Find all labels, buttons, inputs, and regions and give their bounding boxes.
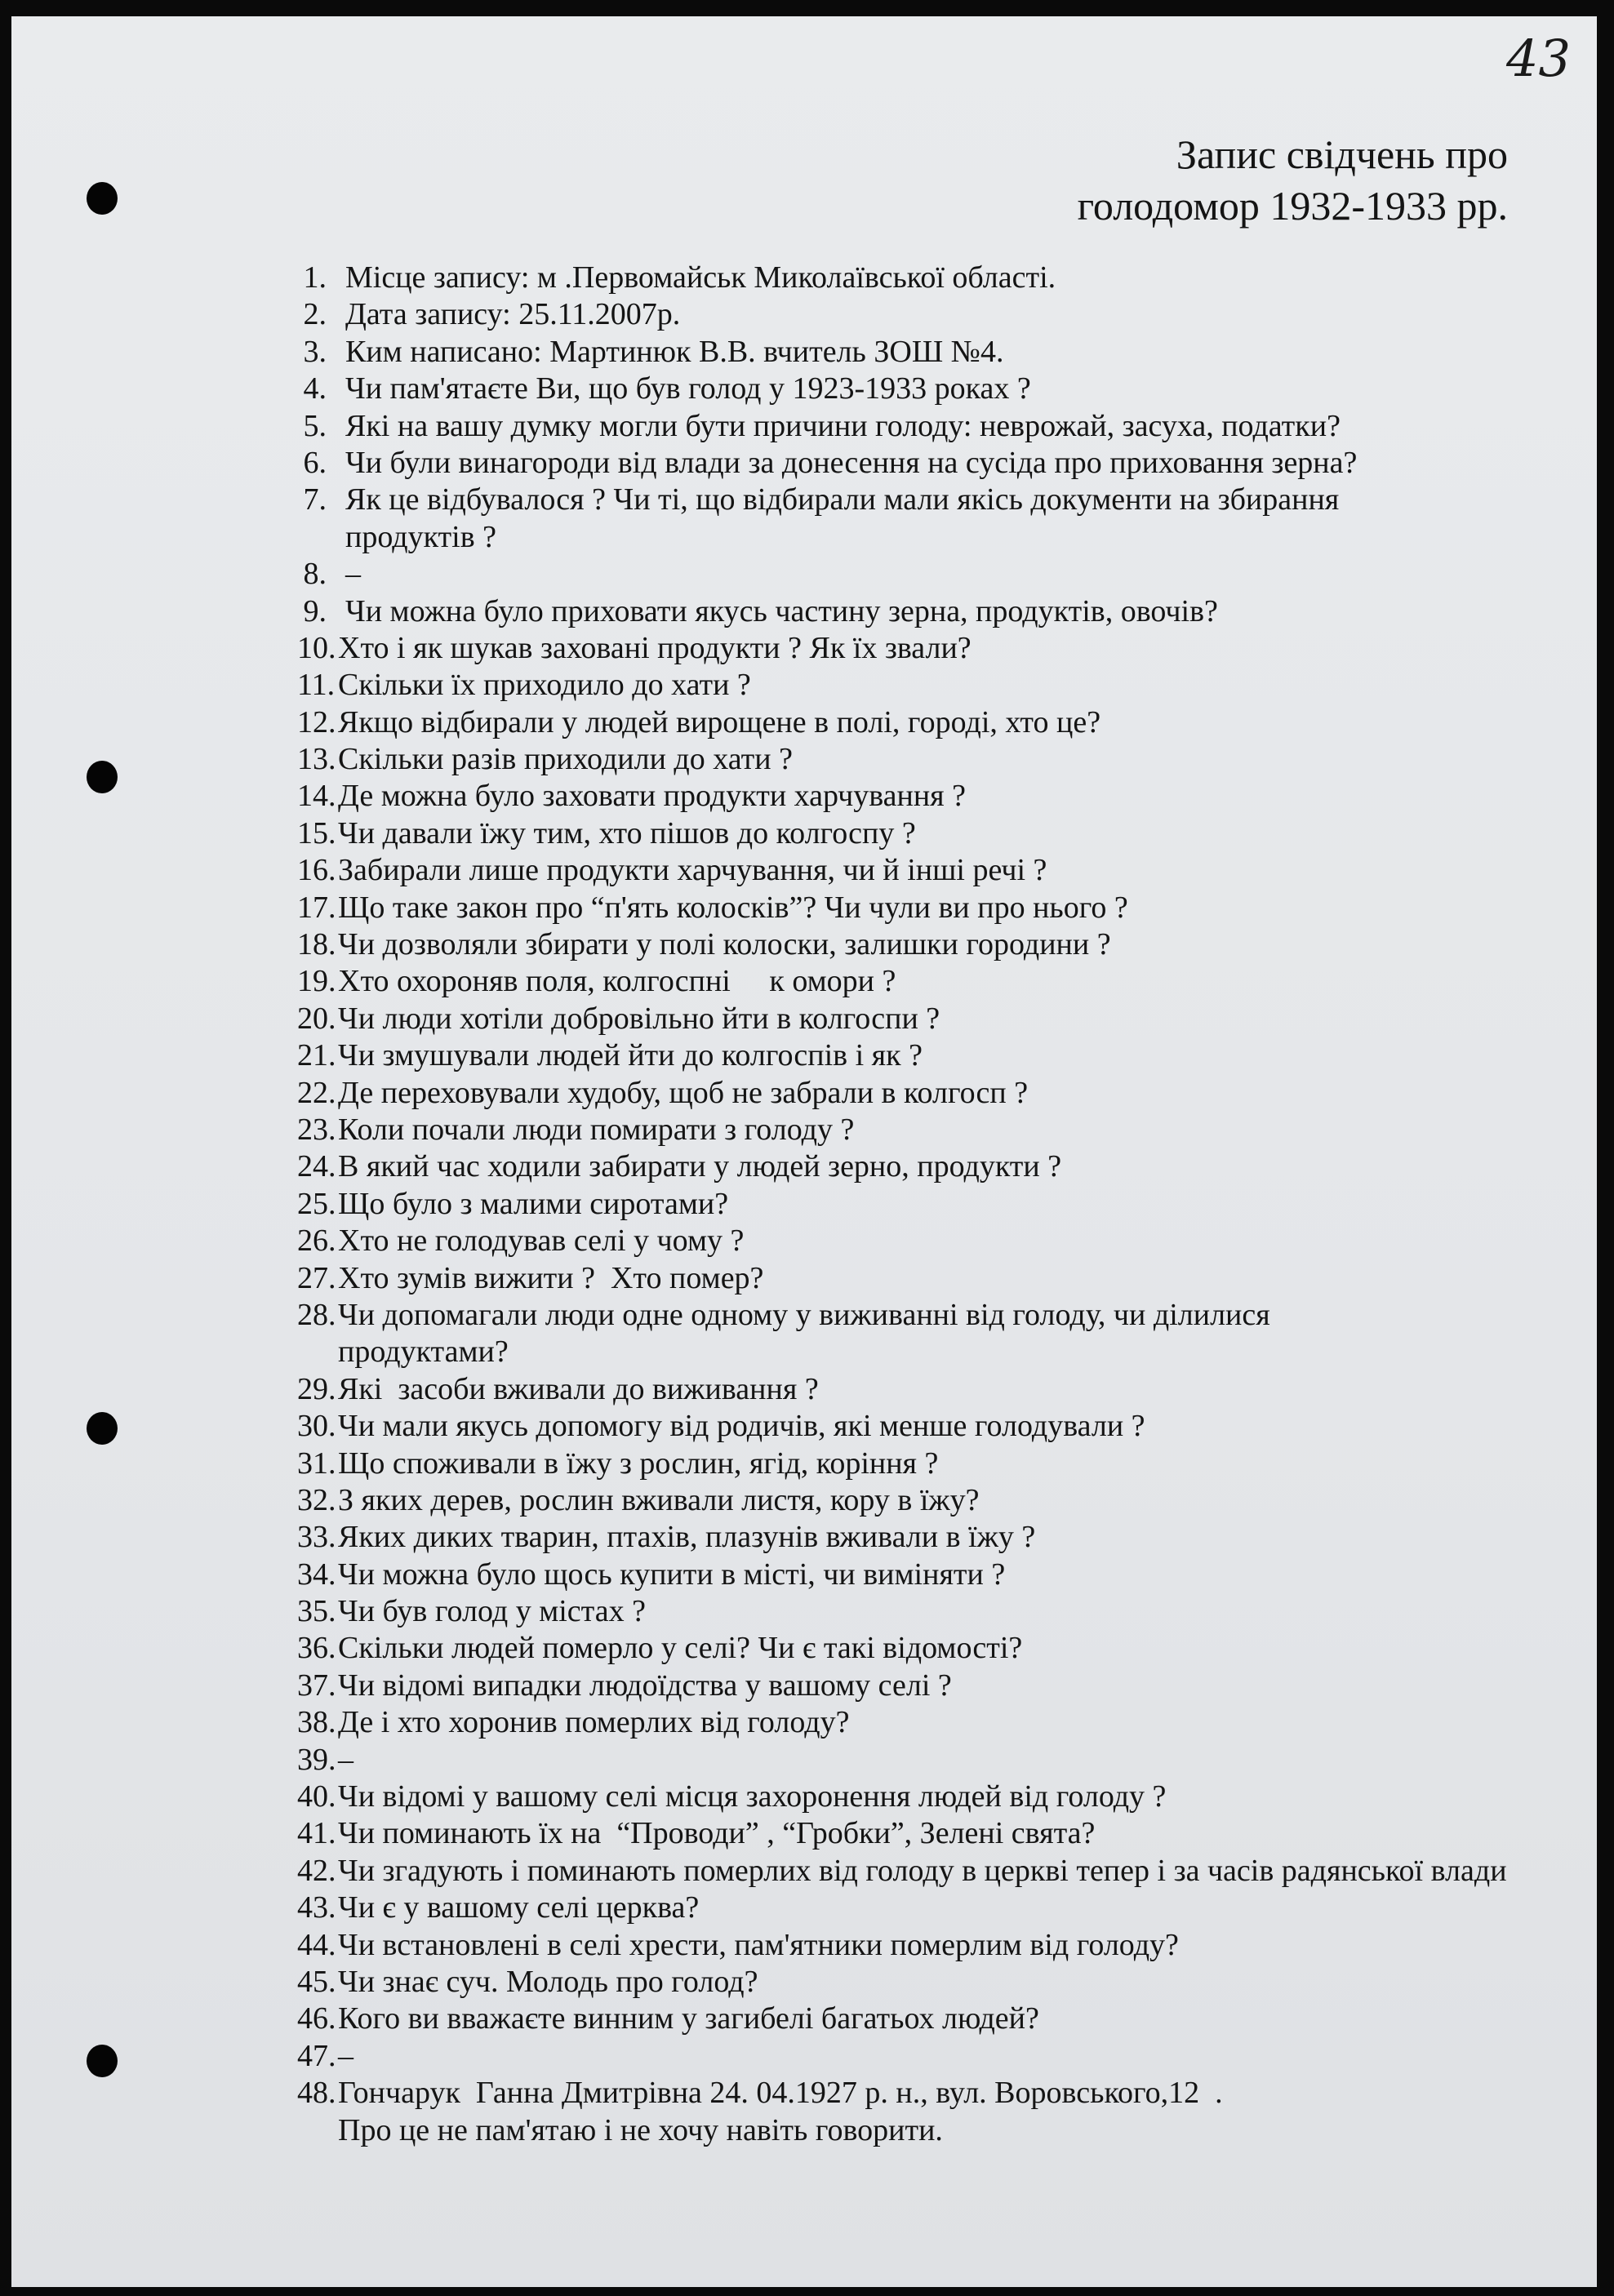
- item-number: 5.: [303, 408, 327, 443]
- item-text: Що споживали в їжу з рослин, ягід, коріння ?: [338, 1446, 939, 1481]
- list-item: [0, 296, 1614, 333]
- item-number: 42.: [297, 1853, 336, 1888]
- list-item: [0, 1964, 1614, 2001]
- list-item-continuation: [0, 1334, 1614, 1370]
- item-text: Скільки разів приходили до хати ?: [338, 742, 793, 777]
- item-text: Скільки людей померло у селі? Чи є такі відомості?: [338, 1631, 1023, 1666]
- list-item: [0, 1148, 1614, 1185]
- item-text: Чи змушували людей йти до колгоспів і як ?: [338, 1038, 923, 1073]
- item-text: Хто охороняв поля, колгоспні к омори ?: [338, 964, 896, 999]
- list-item: [0, 1630, 1614, 1667]
- list-item: [0, 890, 1614, 926]
- item-number: 8.: [303, 557, 327, 592]
- item-number: 20.: [297, 1001, 336, 1036]
- item-number: 14.: [297, 779, 336, 814]
- item-number: 23.: [297, 1112, 336, 1147]
- item-text: Коли почали люди помирати з голоду ?: [338, 1112, 855, 1147]
- list-item: [0, 1223, 1614, 1259]
- item-text: Хто не голодував селі у чому ?: [338, 1223, 745, 1259]
- item-text: Місце запису: м .Первомайськ Миколаївської області.: [345, 260, 1056, 295]
- list-item: [0, 1482, 1614, 1519]
- item-text: Чи мали якусь допомогу від родичів, які менше голодували ?: [338, 1409, 1145, 1444]
- list-item-continuation: [0, 2112, 1614, 2149]
- item-number: 40.: [297, 1779, 336, 1814]
- item-text-continuation: продуктів ?: [345, 519, 497, 554]
- item-text-continuation: Про це не пам'ятаю і не хочу навіть говорити.: [338, 2112, 943, 2147]
- item-text: Чи пам'ятаєте Ви, що був голод у 1923-1933 роках ?: [345, 371, 1031, 406]
- list-item: [0, 1186, 1614, 1223]
- item-number: 1.: [303, 260, 327, 295]
- item-text: Скільки їх приходило до хати ?: [338, 668, 751, 703]
- list-item: [0, 704, 1614, 741]
- item-text: –: [345, 557, 361, 592]
- list-item: [0, 1668, 1614, 1704]
- item-text: Хто і як шукав заховані продукти ? Як їх звали?: [338, 630, 972, 665]
- item-number: 44.: [297, 1927, 336, 1962]
- list-item: [0, 1593, 1614, 1630]
- item-number: 17.: [297, 890, 336, 925]
- list-item: [0, 1927, 1614, 1964]
- item-text: Чи знає суч. Молодь про голод?: [338, 1964, 758, 1999]
- item-number: 26.: [297, 1223, 336, 1259]
- item-number: 39.: [297, 1742, 336, 1777]
- item-number: 18.: [297, 927, 336, 962]
- item-number: 27.: [297, 1260, 336, 1295]
- item-text: Чи давали їжу тим, хто пішов до колгоспу ?: [338, 815, 916, 850]
- item-text: Чи встановлені в селі хрести, пам'ятники померлим від голоду?: [338, 1927, 1179, 1962]
- item-text: Гончарук Ганна Дмитрівна 24. 04.1927 р. н., вул. Воровського,12 .: [338, 2076, 1223, 2111]
- list-item-continuation: [0, 519, 1614, 556]
- item-number: 48.: [297, 2076, 336, 2111]
- item-text: –: [338, 1742, 353, 1777]
- item-text: Чи відомі випадки людоїдства у вашому селі ?: [338, 1668, 952, 1703]
- item-text: Чи відомі у вашому селі місця захоронення людей від голоду ?: [338, 1779, 1167, 1814]
- item-number: 3.: [303, 334, 327, 369]
- list-item: [0, 1297, 1614, 1334]
- item-number: 45.: [297, 1964, 336, 1999]
- item-number: 41.: [297, 1816, 336, 1851]
- list-item: [0, 1704, 1614, 1741]
- item-number: 28.: [297, 1297, 336, 1332]
- item-number: 19.: [297, 964, 336, 999]
- list-item: [0, 963, 1614, 1000]
- punch-hole: [87, 182, 118, 215]
- item-number: 13.: [297, 742, 336, 777]
- list-item: [0, 2075, 1614, 2112]
- list-item: [0, 1408, 1614, 1445]
- list-item: [0, 852, 1614, 889]
- item-number: 43.: [297, 1890, 336, 1925]
- item-text: Чи люди хотіли добровільно йти в колгоспи ?: [338, 1001, 940, 1036]
- document-title: [1078, 129, 1508, 232]
- item-text: Де переховували худобу, щоб не забрали в колгосп ?: [338, 1075, 1029, 1110]
- list-item: [0, 445, 1614, 482]
- list-item: [0, 1371, 1614, 1408]
- item-number: 24.: [297, 1149, 336, 1184]
- list-item: [0, 334, 1614, 371]
- item-number: 22.: [297, 1075, 336, 1110]
- item-number: 10.: [297, 630, 336, 665]
- list-item: [0, 1557, 1614, 1593]
- item-text: Які засоби вживали до виживання ?: [338, 1371, 819, 1406]
- item-number: 11.: [297, 668, 336, 703]
- item-text: Чи дозволяли збирати у полі колоски, залишки городини ?: [338, 927, 1111, 962]
- item-text: Чи допомагали люди одне одному у виживанні від голоду, чи ділилися: [338, 1297, 1270, 1332]
- item-text-continuation: продуктами?: [338, 1335, 509, 1370]
- item-number: 31.: [297, 1446, 336, 1481]
- item-number: 25.: [297, 1186, 336, 1221]
- list-item: [0, 926, 1614, 963]
- item-number: 4.: [303, 371, 327, 406]
- item-text: Дата запису: 25.11.2007р.: [345, 297, 681, 332]
- item-text: Як це відбувалося ? Чи ті, що відбирали мали якісь документи на збирання: [345, 482, 1340, 517]
- list-item: [0, 815, 1614, 852]
- item-text: Хто зумів вижити ? Хто помер?: [338, 1260, 764, 1295]
- list-item: [0, 1075, 1614, 1112]
- item-text: З яких дерев, рослин вживали листя, кору в їжу?: [338, 1482, 980, 1517]
- item-number: 2.: [303, 297, 327, 332]
- item-text: Де можна було заховати продукти харчування ?: [338, 779, 967, 814]
- item-text: Чи можна було приховати якусь частину зерна, продуктів, овочів?: [345, 593, 1218, 628]
- item-number: 15.: [297, 815, 336, 850]
- list-item: [0, 741, 1614, 778]
- title-line: голодомор 1932-1933 рр.: [1077, 183, 1508, 229]
- item-number: 16.: [297, 853, 336, 888]
- item-number: 34.: [297, 1557, 336, 1592]
- item-text: Чи згадують і поминають померлих від голоду в церкві тепер і за часів радянської влади: [338, 1853, 1507, 1888]
- item-text: –: [338, 2038, 353, 2073]
- item-number: 47.: [297, 2038, 336, 2073]
- item-number: 7.: [303, 482, 327, 517]
- list-item: [0, 1446, 1614, 1482]
- list-item: [0, 1890, 1614, 1926]
- list-item: [0, 1779, 1614, 1815]
- item-number: 6.: [303, 445, 327, 480]
- list-item: [0, 408, 1614, 445]
- item-number: 36.: [297, 1631, 336, 1666]
- item-text: Де і хто хоронив померлих від голоду?: [338, 1705, 850, 1740]
- item-text: Яких диких тварин, птахів, плазунів вживали в їжу ?: [338, 1520, 1036, 1555]
- item-text: Чи був голод у містах ?: [338, 1594, 646, 1629]
- list-item: [0, 1001, 1614, 1037]
- item-text: В який час ходили забирати у людей зерно, продукти ?: [338, 1149, 1062, 1184]
- item-text: Що таке закон про “п'ять колосків”? Чи чули ви про нього ?: [338, 890, 1128, 925]
- item-text: Ким написано: Мартинюк В.В. вчитель ЗОШ №4.: [345, 334, 1004, 369]
- item-number: 30.: [297, 1409, 336, 1444]
- item-text: Забирали лише продукти харчування, чи й інші речі ?: [338, 853, 1047, 888]
- item-text: Чи були винагороди від влади за донесення на сусіда про приховання зерна?: [345, 445, 1358, 480]
- item-number: 29.: [297, 1371, 336, 1406]
- item-number: 33.: [297, 1520, 336, 1555]
- list-item: [0, 1112, 1614, 1148]
- list-item: [0, 556, 1614, 593]
- list-item: [0, 260, 1614, 296]
- item-text: Що було з малими сиротами?: [338, 1186, 729, 1221]
- item-number: 46.: [297, 2001, 336, 2036]
- item-number: 9.: [303, 593, 327, 628]
- item-text: Які на вашу думку могли бути причини голоду: неврожай, засуха, податки?: [345, 408, 1341, 443]
- item-text: Якщо відбирали у людей вирощене в полі, городі, хто це?: [338, 704, 1101, 739]
- item-text: Чи є у вашому селі церква?: [338, 1890, 700, 1925]
- list-item: [0, 1815, 1614, 1852]
- item-number: 37.: [297, 1668, 336, 1703]
- item-number: 12.: [297, 704, 336, 739]
- list-item: [0, 2001, 1614, 2037]
- list-item: [0, 2038, 1614, 2075]
- item-number: 38.: [297, 1705, 336, 1740]
- list-item: [0, 371, 1614, 407]
- item-number: 21.: [297, 1038, 336, 1073]
- list-item: [0, 630, 1614, 667]
- list-item: [0, 482, 1614, 518]
- list-item: [0, 1260, 1614, 1297]
- question-list: [0, 260, 1614, 2149]
- item-number: 32.: [297, 1482, 336, 1517]
- list-item: [0, 1037, 1614, 1074]
- item-text: Кого ви вважаєте винним у загибелі багатьох людей?: [338, 2001, 1039, 2036]
- list-item: [0, 667, 1614, 704]
- item-number: 35.: [297, 1594, 336, 1629]
- list-item: [0, 593, 1614, 630]
- list-item: [0, 1853, 1614, 1890]
- list-item: [0, 778, 1614, 815]
- title-line: Запис свідчень про: [1176, 131, 1508, 177]
- list-item: [0, 1742, 1614, 1779]
- list-item: [0, 1519, 1614, 1556]
- item-text: Чи поминають їх на “Проводи” , “Гробки”, Зелені свята?: [338, 1816, 1096, 1851]
- item-text: Чи можна було щось купити в місті, чи виміняти ?: [338, 1557, 1006, 1592]
- handwritten-page-number: 43: [1506, 29, 1571, 88]
